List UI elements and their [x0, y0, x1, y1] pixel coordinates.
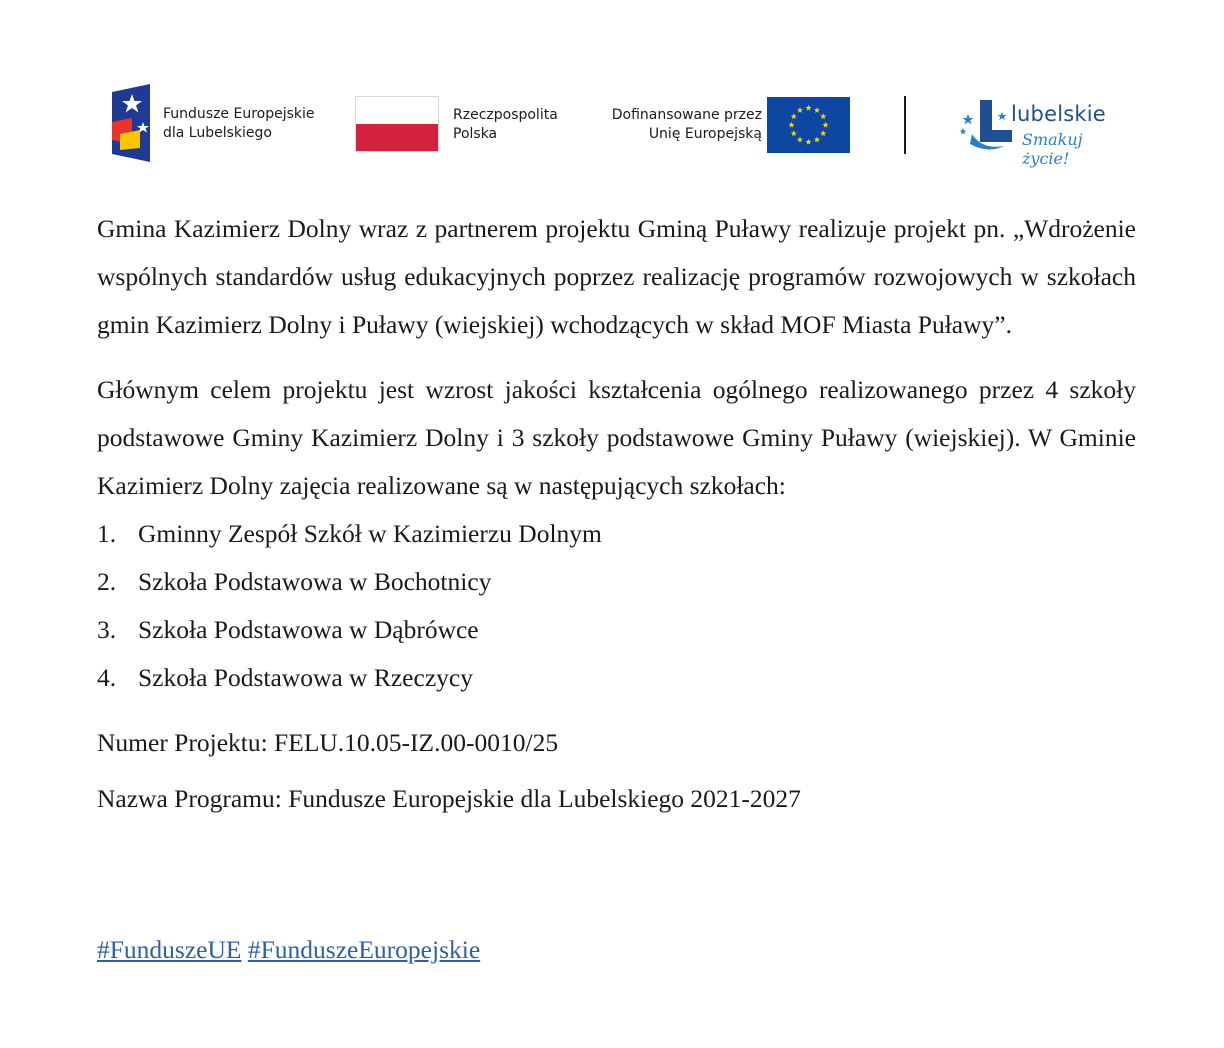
document-body [97, 205, 1136, 823]
logo-divider [904, 96, 906, 154]
polish-flag-icon [355, 96, 439, 152]
eu-flag-icon [767, 97, 850, 153]
list-item [97, 558, 1136, 606]
fe-logo-line2: dla Lubelskiego [163, 125, 272, 141]
pl-logo-line2: Polska [453, 126, 498, 142]
funding-logo-bar [110, 84, 1120, 168]
list-item-number: 4. [97, 663, 117, 692]
list-item-number: 3. [97, 615, 117, 644]
list-item [97, 510, 1136, 558]
project-goal-paragraph: Głównym celem projektu jest wzrost jakości kształcenia ogólnego realizowanego przez 4 szkoły podstawowe Gminy Kazimierz Dolny i 3 szkoły podstawowe Gminy Puławy (wiejskiej). W Gminie Kazimierz Dolny zajęcia realizowane są w następujących szkołach: [97, 375, 1136, 500]
pl-logo-line1: Rzeczpospolita [453, 107, 558, 123]
list-item-text: Gminny Zespół Szkół w Kazimierzu Dolnym [138, 519, 602, 548]
fundusze-europejskie-logo [110, 84, 330, 162]
project-number: Numer Projektu: FELU.10.05-IZ.00-0010/25 [97, 728, 559, 757]
program-name: Nazwa Programu: Fundusze Europejskie dla Lubelskiego 2021-2027 [97, 784, 801, 813]
hashtags [97, 926, 480, 974]
rzeczpospolita-polska-logo [355, 96, 575, 156]
hashtag-link-funduszeeuropejskie[interactable]: #FunduszeEuropejskie [247, 935, 481, 964]
project-intro-paragraph: Gmina Kazimierz Dolny wraz z partnerem projektu Gminą Puławy realizuje projekt pn. „Wdrożenie wspólnych standardów usług edukacyjnych poprzez realizację programów rozwojowych w szkołach gmin Kazimierz Dolny i Puławy (wiejskiej) wchodzących w skład MOF Miasta Puławy”. [97, 214, 1136, 339]
list-item-text: Szkoła Podstawowa w Dąbrówce [138, 615, 479, 644]
eu-logo-line1: Dofinansowane przez [611, 107, 762, 123]
list-item-number: 2. [97, 567, 117, 596]
eu-logo-line2: Unię Europejską [648, 126, 762, 142]
hashtag-link-funduszeue[interactable]: #FunduszeUE [97, 935, 242, 964]
lubelskie-logo [958, 94, 1128, 168]
lubelskie-logo-name: lubelskie [1011, 102, 1106, 126]
lubelskie-logo-slogan: Smakuj życie! [1022, 130, 1083, 168]
list-item-text: Szkoła Podstawowa w Bochotnicy [138, 567, 492, 596]
list-item-text: Szkoła Podstawowa w Rzeczycy [138, 663, 473, 692]
list-item [97, 654, 1136, 702]
schools-list [97, 510, 1136, 702]
eu-cofunding-logo [597, 96, 857, 156]
fe-logo-line1: Fundusze Europejskie [163, 106, 315, 122]
fe-emblem-icon [110, 84, 154, 162]
list-item-number: 1. [97, 519, 117, 548]
list-item [97, 606, 1136, 654]
